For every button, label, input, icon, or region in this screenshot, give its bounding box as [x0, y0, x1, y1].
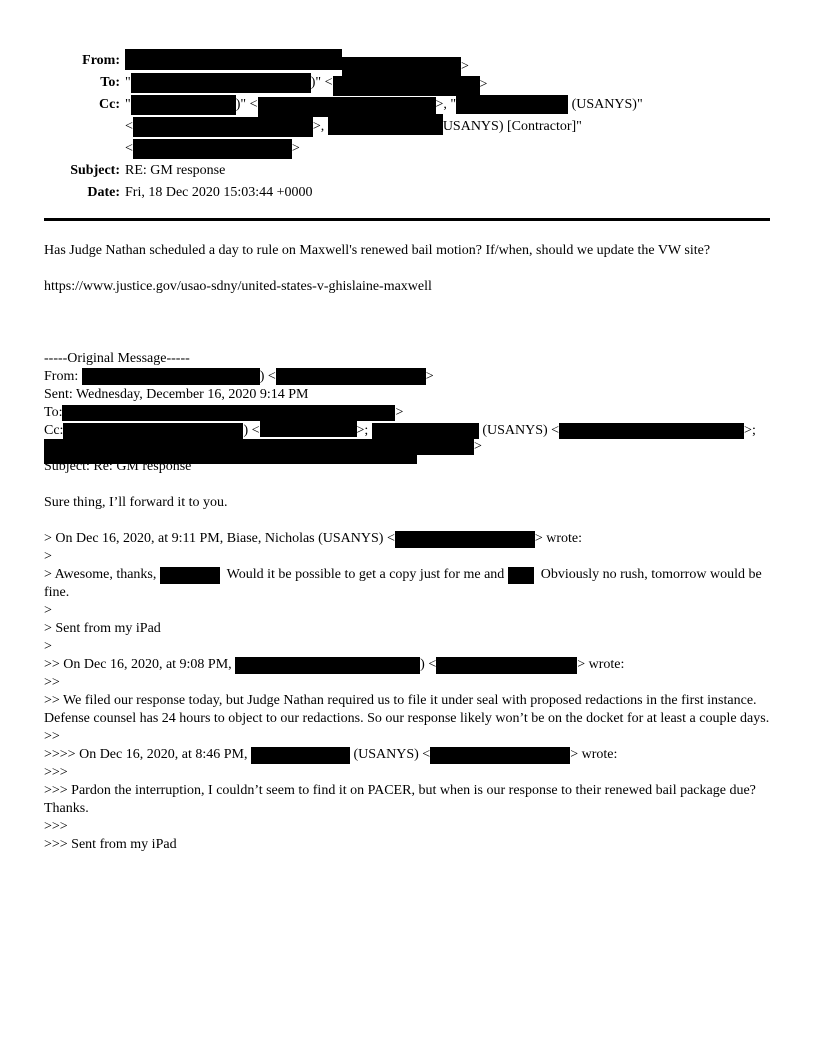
redaction-bar	[559, 423, 744, 439]
body-paragraph	[44, 602, 770, 620]
text-segment: >	[474, 439, 482, 455]
body-paragraph	[44, 728, 770, 746]
header-field-value	[125, 182, 770, 204]
text-segment: From:	[44, 369, 82, 384]
blank-line	[44, 476, 770, 494]
body-paragraph	[44, 620, 770, 638]
redaction-bar	[131, 73, 311, 93]
redaction-bar	[82, 368, 260, 385]
header-field-value	[125, 50, 770, 72]
text-segment: >	[395, 405, 404, 420]
header-field-label: Subject:	[70, 163, 120, 178]
body-paragraph	[44, 368, 770, 386]
text-segment: )" <	[310, 75, 333, 90]
body-paragraph	[44, 548, 770, 566]
blank-line	[44, 314, 770, 332]
text-segment: (USANYS) <	[349, 747, 431, 763]
header-field-value	[125, 72, 770, 94]
text-segment: >, "	[435, 97, 457, 112]
body-paragraph	[44, 278, 770, 296]
header-row	[44, 72, 770, 94]
header-row	[44, 94, 770, 116]
header-row	[44, 160, 770, 182]
body-paragraph	[44, 692, 770, 728]
text-segment: To:	[44, 405, 63, 420]
email-body	[44, 242, 770, 854]
body-paragraph	[44, 836, 770, 854]
redaction-bar	[62, 405, 395, 421]
header-field-label	[44, 116, 125, 138]
text-segment: > On Dec 16, 2020, at 9:11 PM, Biase, Nicholas (USANYS) <	[44, 531, 395, 547]
header-divider	[44, 218, 770, 221]
redaction-bar	[436, 657, 577, 674]
text-segment: >>> Pardon the interruption, I couldn’t seem to find it on PACER, but when is our response to their renewed bail package due? Thanks.	[44, 783, 760, 817]
text-segment: Fri, 18 Dec 2020 15:03:44 +0000	[125, 185, 313, 200]
text-segment: >	[461, 59, 469, 74]
header-row	[44, 182, 770, 204]
header-row	[44, 138, 770, 160]
text-segment: >;	[356, 423, 372, 438]
body-paragraph	[44, 674, 770, 692]
text-segment: >> We filed our response today, but Judge Nathan required us to file it under seal with proposed redactions in the first instance. Defense counsel has 24 hours to object to our redactions. So our response likely won’t be on the docket for at least a couple days.	[44, 693, 770, 727]
header-field-label: To:	[100, 75, 120, 90]
blank-line	[44, 296, 770, 314]
text-segment: >;	[744, 423, 756, 438]
redaction-bar	[63, 423, 243, 439]
text-segment: https://www.justice.gov/usao-sdny/united-states-v-ghislaine-maxwell	[44, 279, 432, 294]
blank-line	[44, 512, 770, 530]
text-segment: ) <	[243, 423, 260, 438]
redaction-bar	[395, 531, 535, 548]
redaction-bar	[508, 567, 534, 584]
header-field-value	[125, 116, 770, 138]
text-segment: Has Judge Nathan scheduled a day to rule on Maxwell's renewed bail motion? If/when, should we update the VW site?	[44, 243, 711, 258]
header-field-label	[44, 138, 125, 160]
text-segment: >>>> On Dec 16, 2020, at 8:46 PM,	[44, 747, 251, 763]
redaction-bar	[131, 95, 236, 115]
text-segment: >,	[312, 119, 328, 134]
text-segment: >>>	[44, 819, 68, 835]
body-paragraph	[44, 242, 770, 260]
text-segment: > wrote:	[577, 657, 625, 673]
text-segment: "	[125, 75, 131, 90]
text-segment: <	[125, 119, 133, 134]
text-segment: >	[44, 639, 52, 655]
redaction-bar	[235, 657, 420, 674]
redaction-bar	[125, 49, 342, 70]
body-paragraph	[44, 350, 770, 368]
body-paragraph	[44, 818, 770, 836]
body-paragraph	[44, 404, 770, 422]
text-segment: >	[291, 141, 300, 156]
text-segment: (USANYS)"	[568, 97, 643, 112]
redaction-bar	[276, 368, 426, 385]
header-field-label: From:	[82, 53, 120, 68]
text-segment: >	[479, 77, 488, 92]
body-paragraph	[44, 530, 770, 548]
text-segment: -----Original Message-----	[44, 351, 190, 366]
text-segment: >>> Sent from my iPad	[44, 837, 177, 853]
redaction-bar	[44, 439, 474, 455]
body-paragraph	[44, 746, 770, 764]
text-segment: > Sent from my iPad	[44, 621, 161, 637]
text-segment: "	[125, 97, 131, 112]
body-paragraph	[44, 638, 770, 656]
text-segment: > wrote:	[534, 531, 583, 547]
header-field-value	[125, 160, 770, 182]
header-row	[44, 50, 770, 72]
header-field-label: Cc:	[99, 97, 120, 112]
blank-line	[44, 260, 770, 278]
header-field-value	[125, 94, 770, 116]
text-segment: Obviously no rush, tomorrow would be fine.	[44, 567, 766, 601]
blank-line	[44, 332, 770, 350]
text-segment: >>>	[44, 765, 68, 781]
redaction-bar	[251, 747, 350, 764]
body-paragraph	[44, 782, 770, 818]
body-paragraph	[44, 386, 770, 404]
redaction-bar	[430, 747, 570, 764]
header-field-value	[125, 138, 770, 160]
body-paragraph	[44, 764, 770, 782]
text-segment: > wrote:	[570, 747, 618, 763]
text-segment: ) <	[420, 657, 437, 673]
text-segment: >	[425, 369, 434, 384]
text-segment: >	[44, 549, 52, 565]
text-segment: <	[125, 141, 133, 156]
header-row	[44, 116, 770, 138]
redaction-bar	[342, 57, 461, 77]
body-paragraph	[44, 494, 770, 512]
redaction-bar	[260, 421, 357, 437]
text-segment: (USANYS) <	[478, 423, 560, 438]
text-segment: Sure thing, I’ll forward it to you.	[44, 495, 228, 511]
text-segment: )" <	[235, 97, 258, 112]
text-segment: Would it be possible to get a copy just for me and	[219, 567, 508, 583]
header-field-label: Date:	[87, 185, 120, 200]
body-paragraph	[44, 422, 770, 440]
redaction-bar	[372, 423, 479, 439]
text-segment: ) <	[259, 369, 276, 384]
text-segment: >>	[44, 675, 60, 691]
text-segment: RE: GM response	[125, 163, 226, 178]
body-paragraph	[44, 656, 770, 674]
text-segment: > Awesome, thanks,	[44, 567, 160, 583]
redaction-bar	[333, 76, 480, 96]
body-paragraph	[44, 440, 770, 458]
redaction-bar	[133, 117, 313, 137]
text-segment: >	[44, 603, 52, 619]
text-segment: Sent: Wednesday, December 16, 2020 9:14 PM	[44, 387, 309, 402]
body-paragraph	[44, 566, 770, 602]
redaction-bar	[328, 114, 443, 135]
text-segment: USANYS) [Contractor]"	[442, 119, 582, 134]
redaction-bar	[133, 139, 292, 159]
text-segment: Cc:	[44, 423, 64, 438]
redaction-bar	[160, 567, 220, 584]
email-header	[44, 50, 770, 204]
text-segment: Subject: Re: GM response	[44, 459, 192, 475]
text-segment: >> On Dec 16, 2020, at 9:08 PM,	[44, 657, 236, 673]
redaction-bar	[456, 95, 568, 114]
text-segment: >>	[44, 729, 60, 745]
